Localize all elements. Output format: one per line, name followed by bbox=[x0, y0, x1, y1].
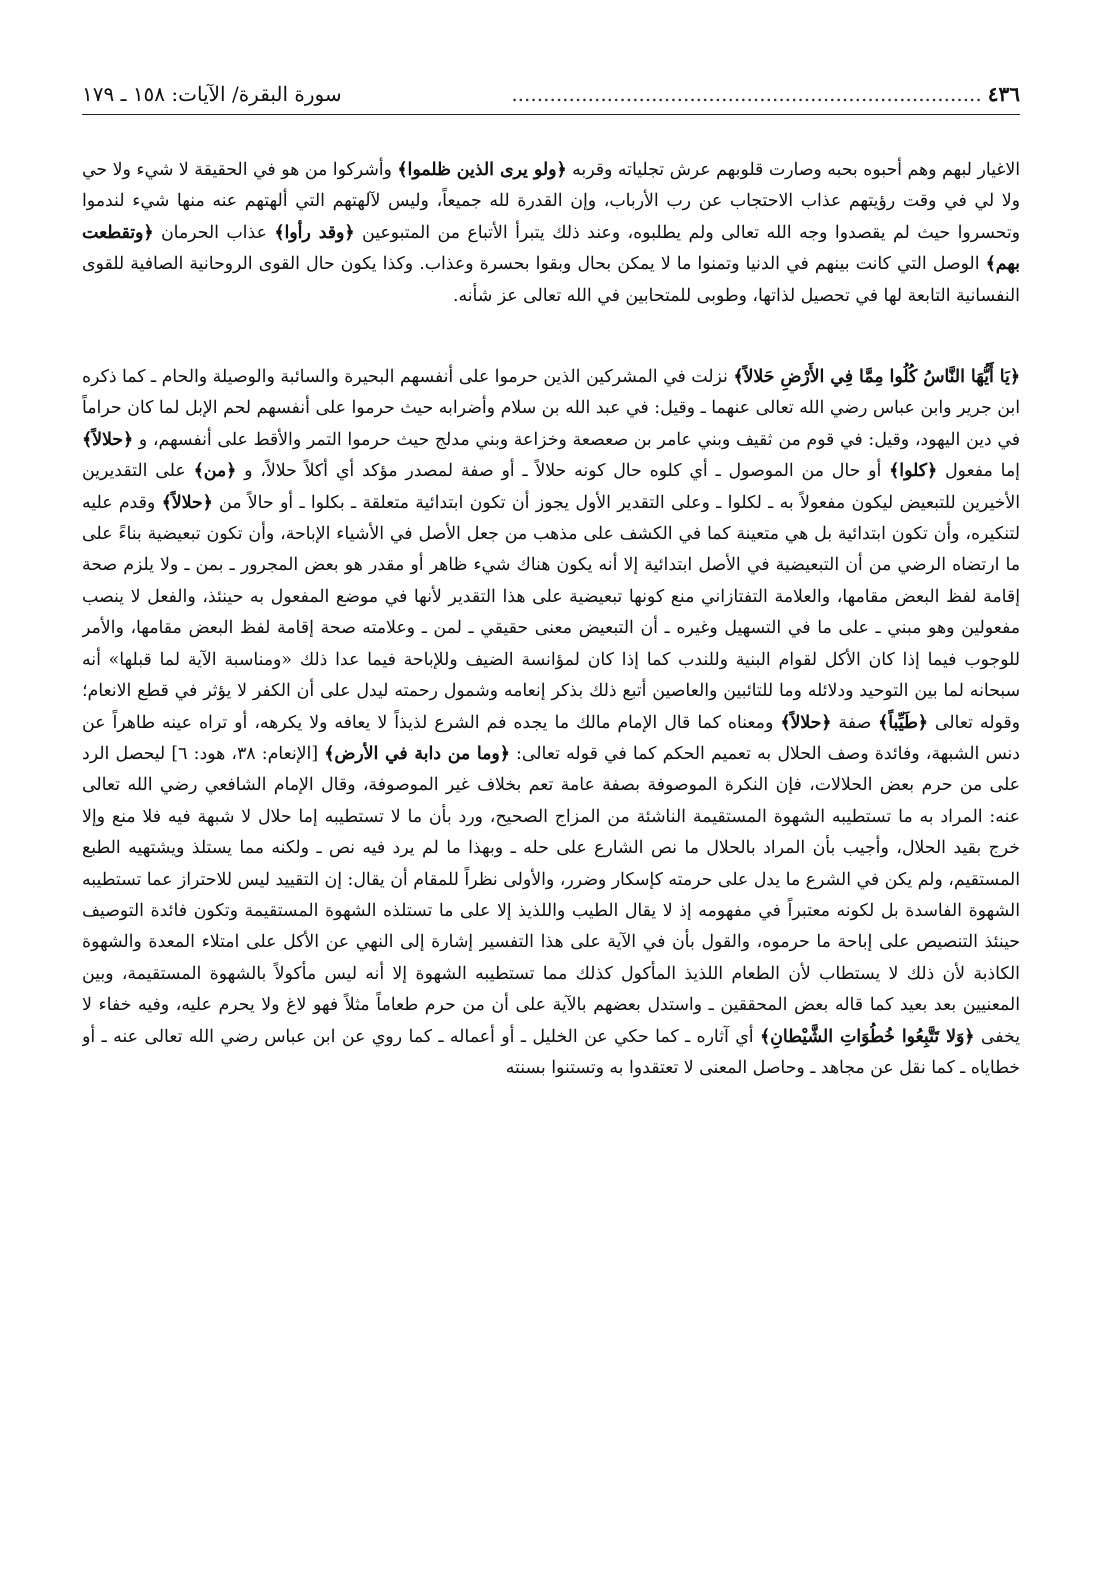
quran-verse-quote: ﴿طَيِّباً﴾ bbox=[878, 712, 928, 733]
commentary-text: وأشركوا من هو في الحقيقة لا شيء ولا حي ولا لي في وقت رؤيتهم عذاب الاحتجاب عن رب الأرباب، وإن القدرة لله جميعاً، وليس لآلهتهم التي ألهتهم عنه منها شيء لندموا وتحسروا حيث لم يقصدوا وجه الله تعالى ولم يطلبوه، وعند ذلك يتبرأ الأتباع من المتبوعين bbox=[82, 160, 1020, 243]
commentary-text: وقدم عليه لتنكيره، وأن تكون ابتدائية بل هي متعينة كما في الكشف على مذهب من جعل الأصل في الأشياء الإباحة، وأن تكون تبعيضية بناءً على ما ارتضاه الرضي من أن التبعيضية في الأصل ابتدائية إلا أنه يكون هناك شيء ظاهر أو مقدر هو بعض المجرور ـ بمن ـ ولا يلزم صحة إقامة لفظ البعض مقامها، والعلامة التفتازاني منع كونها تبعيضية على هذا التقدير لأنها في موضع المفعول به حينئذ، والفعل لا ينصب مفعولين وهو مبني ـ على ما في التسهيل وغيره ـ أن التبعيض معنى حقيقي ـ لمن ـ وعلامته صحة إقامة لفظ البعض مقامها، والأمر للوجوب فيما إذا كان الأكل لقوام البنية وللندب كما إذا كان لمؤانسة الضيف وللإباحة فيما عدا ذلك «ومناسبة الآية لما قبلها» أنه سبحانه لما بين التوحيد ودلائله وما للتائبين والعاصين أتبع ذلك بذكر إنعامه وشمول رحمته ليدل على أن الكفر لا يؤثر في قطع الانعام؛ وقوله تعالى bbox=[82, 492, 1020, 733]
chapter-title: سورة البقرة/ الآيات: ١٥٨ ـ ١٧٩ bbox=[82, 82, 342, 106]
paragraph-commentary-sufi bbox=[82, 155, 1020, 312]
quran-verse-quote: ﴿حلالاً﴾ bbox=[780, 712, 832, 733]
commentary-text: ومعناه كما قال الإمام مالك ما يجده فم الشرع لذيذاً لا يعافه ولا يكرهه، أو تراه عينه طاهراً عن دنس الشبهة، وفائدة وصف الحلال به تعميم الحكم كما في قوله تعالى: bbox=[82, 712, 1020, 764]
commentary-text: [الإنعام: ٣٨، هود: ٦] ليحصل الرد على من حرم بعض الحلالات، فإن النكرة الموصوفة بصفة عامة تعم بخلاف غير الموصوفة، وقال الإمام الشافعي رضي الله تعالى عنه: المراد به ما تستطيبه الشهوة المستقيمة الناشئة من المزاج الصحيح، ورد بأن ما لا تستطيبه إما حلال لا شبهة فيه فلا منع وإلا خرج بقيد الحلال، وأجيب بأن المراد بالحلال ما نص الشارع على حله ـ وبهذا ما لم يرد فيه نص ـ ولكنه مما يستلذ ويشتهيه الطبع المستقيم، ولم يكن في الشرع ما يدل على حرمته كإسكار وضرر، والأولى نظراً للمقام أن يقال: إن التقييد ليس للاحتراز عما تستطيبه الشهوة الفاسدة بل لكونه معتبراً في مفهومه إذ لا يقال الطيب واللذيذ إلا على ما تستلذه الشهوة المستقيمة وتكون فائدة التوصيف حينئذ التنصيص على إباحة ما حرموه، والقول بأن في الآية على هذا التفسير إشارة إلى النهي عن الأكل على امتلاء المعدة والشهوة الكاذبة لأن ذلك لا يستطاب لأن الطعام اللذيذ المأكول كذلك مما تستطيبه الشهوة إلا أنه ليس مأكولاً بالشهوة المستقيمة، وبين المعنيين بعد بعيد كما قاله بعض المحققين ـ واستدل بعضهم بالآية على أن من حرم طعاماً مثلاً فهو لاغ ولا يحرم عليه، وفيه خفاء لا يخفى bbox=[82, 743, 1020, 1047]
book-page bbox=[82, 78, 1020, 1548]
quran-verse-quote: ﴿من﴾ bbox=[193, 461, 237, 482]
commentary-text: عذاب الحرمان bbox=[153, 222, 275, 243]
page-number: ٤٣٦ bbox=[987, 82, 1020, 106]
quran-verse-quote: ﴿حلالاً﴾ bbox=[161, 492, 213, 513]
commentary-text: أو حال من الموصول ـ أي كلوه حال كونه حلالاً ـ أو صفة لمصدر مؤكد أي أكلاً حلالاً، و bbox=[236, 461, 890, 482]
commentary-text: إما مفعول bbox=[937, 461, 1020, 482]
commentary-text: الوصل التي كانت بينهم في الدنيا وتمنوا ما لا يمكن بحال وبقوا بحسرة وعذاب. وكذا يكون حال القوى الروحانية الصافية للقوى النفسانية التابعة لها في تحصيل لذاتها، وطوبى للمتحابين في الله تعالى عز شأنه. bbox=[82, 254, 1020, 306]
quran-verse-quote: ﴿وقد رأوا﴾ bbox=[274, 222, 355, 243]
quran-verse-quote: ﴿وما من دابة في الأرض﴾ bbox=[324, 743, 510, 764]
commentary-text: أي آثاره ـ كما حكي عن الخليل ـ أو أعماله ـ كما روي عن ابن عباس رضي الله تعالى عنه ـ أو خطاياه ـ كما نقل عن مجاهد ـ وحاصل المعنى لا تعتقدوا به وتستنوا بسنته bbox=[82, 1026, 1020, 1078]
quran-verse-quote: ﴿ولو يرى الذين ظلموا﴾ bbox=[397, 160, 567, 180]
quran-verse-quote: ﴿وتقطعت بهم﴾ bbox=[82, 222, 1020, 275]
commentary-text: على التقديرين الأخيرين للتبعيض ليكون مفعولاً به ـ لكلوا ـ وعلى التقدير الأول يجوز أن تكون ابتدائية متعلقة ـ بكلوا ـ أو حالاً من bbox=[82, 461, 1020, 513]
quran-verse-quote: ﴿حلالاً﴾ bbox=[82, 429, 134, 450]
commentary-text: الاغيار لبهم وهم أحبوه بحبه وصارت قلوبهم عرش تجلياته وقربه bbox=[566, 160, 1020, 180]
paragraph-commentary-halal bbox=[82, 362, 1020, 1084]
quran-verse-quote: ﴿يَا أَيُّهَا النَّاسُ كُلُوا مِمَّا فِي الأَرْضِ حَلالاً﴾ bbox=[733, 367, 1020, 388]
quran-verse-quote: ﴿وَلا تَتَّبِعُوا خُطُوَاتِ الشَّيْطانِ﴾ bbox=[760, 1026, 975, 1047]
commentary-text: نزلت في المشركين الذين حرموا على أنفسهم البحيرة والسائبة والوصيلة والحام ـ كما ذكره ابن جرير وابن عباس رضي الله تعالى عنهما ـ وقيل: في عبد الله بن سلام وأضرابه حيث حرموا على أنفسهم لحم الإبل لما كان حراماً في دين اليهود، وقيل: في قوم من ثقيف وبني عامر بن صعصعة وخزاعة وبني مدلج حيث حرموا التمر والأقط على أنفسهم، و bbox=[82, 367, 1020, 450]
commentary-text: صفة bbox=[831, 712, 879, 733]
running-header bbox=[82, 78, 1020, 115]
quran-verse-quote: ﴿كلوا﴾ bbox=[889, 461, 938, 482]
body-text bbox=[82, 155, 1020, 1084]
dot-leader: .......................................................................... bbox=[511, 82, 982, 106]
